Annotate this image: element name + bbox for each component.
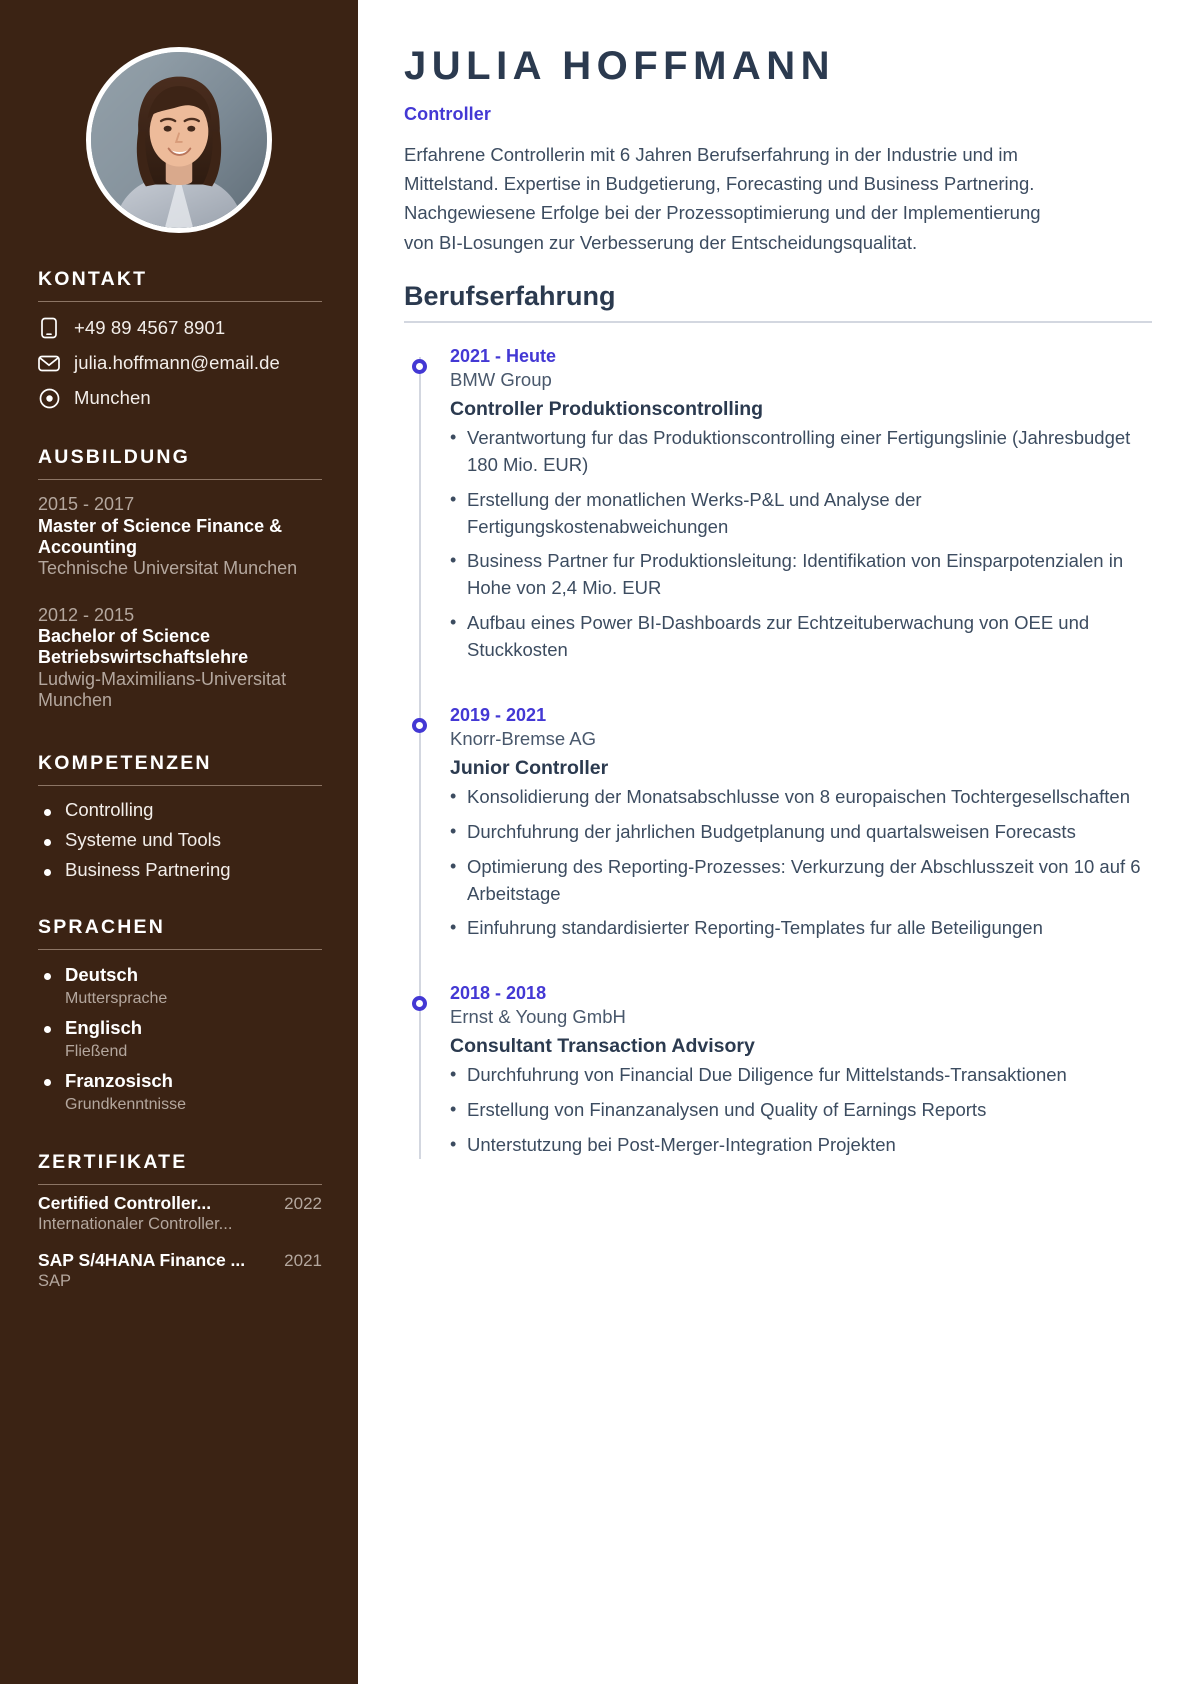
experience-date: 2018 - 2018 bbox=[450, 983, 547, 1004]
education-item bbox=[38, 493, 322, 580]
contact-location-value: Munchen bbox=[74, 387, 151, 408]
education-heading: AUSBILDUNG bbox=[38, 446, 190, 468]
bullet-dot-icon bbox=[44, 809, 51, 816]
list-item bbox=[38, 829, 322, 851]
list-item bbox=[38, 799, 322, 821]
list-item: • Verantwortung fur das Produktionscontrolling einer Fertigungslinie (Jahresbudget 180 Mio. EUR) bbox=[450, 425, 1152, 479]
list-item: • Erstellung von Finanzanalysen und Quality of Earnings Reports bbox=[450, 1097, 1152, 1124]
experience-date: 2021 - Heute bbox=[450, 345, 557, 366]
education-degree: Master of Science Finance & Accounting bbox=[38, 515, 283, 557]
contact-phone[interactable] bbox=[38, 315, 322, 341]
language-level: Grundkenntnisse bbox=[65, 1096, 186, 1114]
certificates-divider bbox=[38, 1184, 322, 1185]
education-date: 2012 - 2015 bbox=[38, 604, 135, 625]
skills-list bbox=[38, 799, 322, 881]
certificate-year: 2022 bbox=[284, 1194, 322, 1214]
timeline-dot-icon bbox=[412, 359, 427, 374]
list-item: • Erstellung der monatlichen Werks-P&L und Analyse der Fertigungskostenabweichungen bbox=[450, 487, 1152, 541]
contact-phone-value: +49 89 4567 8901 bbox=[74, 317, 226, 338]
timeline-dot-icon bbox=[412, 996, 427, 1011]
phone-icon bbox=[38, 317, 60, 339]
education-school: Technische Universitat Munchen bbox=[38, 557, 298, 578]
list-item bbox=[38, 1016, 322, 1063]
skills-divider bbox=[38, 785, 322, 786]
certificate-name: SAP S/4HANA Finance ... bbox=[38, 1250, 246, 1271]
experience-entry bbox=[450, 704, 1152, 942]
timeline-line bbox=[419, 357, 421, 1159]
list-item: • Einfuhrung standardisierter Reporting-Templates fur alle Beteiligungen bbox=[450, 915, 1152, 942]
experience-bullets bbox=[450, 1062, 1152, 1158]
experience-date: 2019 - 2021 bbox=[450, 704, 547, 725]
experience-timeline bbox=[404, 345, 1152, 1159]
experience-position: Controller Produktionscontrolling bbox=[450, 397, 764, 420]
list-item bbox=[38, 1069, 322, 1116]
education-divider bbox=[38, 479, 322, 480]
skill-label: Systeme und Tools bbox=[65, 828, 221, 850]
certificate-item bbox=[38, 1193, 322, 1234]
contact-email-value: julia.hoffmann@email.de bbox=[74, 352, 280, 373]
experience-entry bbox=[450, 345, 1152, 664]
certificate-header bbox=[38, 1193, 322, 1214]
contact-divider bbox=[38, 301, 322, 302]
list-item: • Durchfuhrung von Financial Due Diligence fur Mittelstands-Transaktionen bbox=[450, 1062, 1152, 1089]
avatar bbox=[86, 47, 272, 233]
certificate-header bbox=[38, 1250, 322, 1271]
skills-heading: KOMPETENZEN bbox=[38, 751, 212, 774]
education-date: 2015 - 2017 bbox=[38, 494, 135, 514]
contact-location[interactable] bbox=[38, 385, 322, 411]
language-name: Franzosisch bbox=[65, 1070, 173, 1092]
job-role-subtitle: Controller bbox=[404, 104, 492, 124]
experience-position: Consultant Transaction Advisory bbox=[450, 1035, 755, 1058]
language-name: Englisch bbox=[65, 1016, 143, 1038]
languages-heading: SPRACHEN bbox=[38, 915, 166, 938]
language-level: Muttersprache bbox=[65, 989, 168, 1007]
bullet-dot-icon bbox=[44, 973, 51, 980]
experience-company: Knorr-Bremse AG bbox=[450, 727, 596, 749]
certificates-heading: ZERTIFIKATE bbox=[38, 1151, 188, 1174]
education-degree: Bachelor of Science Betriebswirtschaftslehre bbox=[38, 626, 249, 668]
list-item bbox=[38, 963, 322, 1010]
bullet-dot-icon bbox=[44, 839, 51, 846]
envelope-icon bbox=[38, 352, 60, 374]
certificate-org: SAP bbox=[38, 1272, 72, 1291]
experience-entry bbox=[450, 982, 1152, 1159]
sidebar bbox=[0, 0, 358, 1684]
list-item: • Optimierung des Reporting-Prozesses: Verkurzung der Abschlusszeit von 10 auf 6 Arbeitstage bbox=[450, 854, 1152, 908]
profile-summary: Erfahrene Controllerin mit 6 Jahren Berufserfahrung in der Industrie und im Mittelstand. Expertise in Budgetierung, Forecasting und Business Partnering. Nachgewiesene Erfolge bei der Prozessoptimierung und der Implementierung von BI-Losungen zur Verbesserung der Entscheidungsqualitat. bbox=[404, 144, 1041, 253]
contact-heading: KONTAKT bbox=[38, 268, 148, 290]
language-level: Fließend bbox=[65, 1043, 128, 1060]
education-item bbox=[38, 604, 322, 712]
contact-email[interactable] bbox=[38, 350, 322, 376]
list-item: • Aufbau eines Power BI-Dashboards zur Echtzeituberwachung von OEE und Stuckkosten bbox=[450, 610, 1152, 664]
bullet-dot-icon bbox=[44, 869, 51, 876]
list-item: • Durchfuhrung der jahrlichen Budgetplanung und quartalsweisen Forecasts bbox=[450, 819, 1152, 846]
main-content bbox=[358, 0, 1190, 1684]
experience-position: Junior Controller bbox=[450, 756, 609, 779]
languages-list bbox=[38, 963, 322, 1117]
timeline-dot-icon bbox=[412, 718, 427, 733]
experience-bullets bbox=[450, 784, 1152, 942]
education-school: Ludwig-Maximilians-Universitat Munchen bbox=[38, 668, 287, 711]
skill-label: Business Partnering bbox=[65, 858, 231, 880]
experience-heading: Berufserfahrung bbox=[404, 280, 616, 311]
certificate-year: 2021 bbox=[284, 1251, 322, 1271]
experience-divider bbox=[404, 321, 1152, 323]
experience-company: BMW Group bbox=[450, 368, 552, 390]
list-item: • Unterstutzung bei Post-Merger-Integration Projekten bbox=[450, 1132, 1152, 1159]
experience-company: Ernst & Young GmbH bbox=[450, 1006, 626, 1028]
page-title: JULIA HOFFMANN bbox=[404, 44, 836, 88]
languages-divider bbox=[38, 949, 322, 950]
language-name: Deutsch bbox=[65, 963, 138, 985]
list-item bbox=[38, 859, 322, 881]
skill-label: Controlling bbox=[65, 798, 154, 820]
experience-bullets bbox=[450, 425, 1152, 664]
location-pin-icon bbox=[38, 387, 60, 409]
list-item: • Konsolidierung der Monatsabschlusse von 8 europaischen Tochtergesellschaften bbox=[450, 784, 1152, 811]
certificate-name: Certified Controller... bbox=[38, 1193, 212, 1214]
list-item: • Business Partner fur Produktionsleitung: Identifikation von Einsparpotenzialen in Hohe von 2,4 Mio. EUR bbox=[450, 548, 1152, 602]
avatar-wrap bbox=[0, 0, 358, 233]
bullet-dot-icon bbox=[44, 1026, 51, 1033]
certificate-org: Internationaler Controller... bbox=[38, 1215, 233, 1234]
bullet-dot-icon bbox=[44, 1079, 51, 1086]
certificate-item bbox=[38, 1250, 322, 1291]
